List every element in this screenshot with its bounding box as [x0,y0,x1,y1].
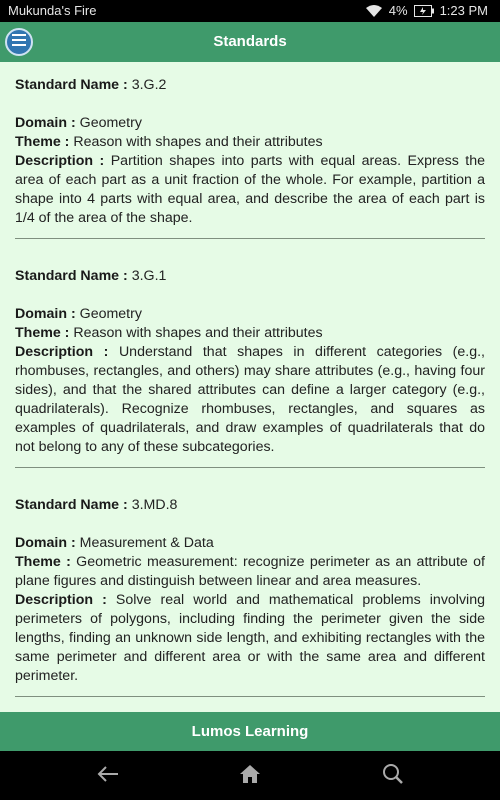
clock: 1:23 PM [439,3,488,18]
standard-card [15,482,485,697]
status-indicators [365,3,488,18]
back-arrow-icon [97,765,119,788]
status-bar [0,0,500,22]
standard-card [15,253,485,468]
home-button[interactable] [238,764,262,788]
standard-name-label: Standard Name : [15,497,128,513]
description-value: Partition shapes into parts with equal areas. Express the area of each part as a unit fraction of the whole. For example, partition a shape into 4 parts with equal area, and describe the area of each part is 1/4 of the area of the shape. [15,153,485,226]
standard-name-value: 3.MD.8 [131,497,178,513]
battery-percent: 4% [388,3,408,18]
page-title: Standards [213,33,287,50]
theme-value: Reason with shapes and their attributes [73,325,323,341]
description-value: Solve real world and mathematical problems involving perimeters of polygons, including finding the perimeter given the side lengths, finding an unknown side length, and exhibiting rectangles with the same perimeter and different area or with the same area and different perimeter. [15,592,485,684]
domain-value: Geometry [79,306,142,322]
domain-value: Geometry [79,115,142,131]
device-name: Mukunda's Fire [8,3,97,18]
footer-bar[interactable] [0,712,500,751]
standard-name-label: Standard Name : [15,77,128,93]
app-bar [0,22,500,62]
footer-label: Lumos Learning [191,723,309,740]
standard-card [15,62,485,239]
domain-value: Measurement & Data [79,535,214,551]
system-nav-bar [0,751,500,800]
back-button[interactable] [96,764,120,788]
wifi-icon [365,4,383,18]
description-label: Description : [15,153,105,169]
theme-label: Theme : [15,325,70,341]
standard-name-value: 3.G.1 [131,268,167,284]
standards-list[interactable] [0,62,500,712]
theme-label: Theme : [15,554,71,570]
search-icon [382,763,404,790]
theme-value: Geometric measurement: recognize perimeter as an attribute of plane figures and distinguish between linear and area measures. [15,554,486,589]
description-value: Understand that shapes in different categories (e.g., rhombuses, rectangles, and others) may share attributes (e.g., having four sides), and that the shared attributes can define a larger category (e.g., quadrilaterals). Recognize rhombuses, rectangles, and squares as examples of quadrilaterals, and draw examples of quadrilaterals that do not belong to any of these subcategories. [15,344,485,455]
domain-label: Domain : [15,115,76,131]
domain-label: Domain : [15,306,76,322]
description-label: Description : [15,592,107,608]
battery-icon [414,5,434,17]
standard-name-label: Standard Name : [15,268,128,284]
theme-value: Reason with shapes and their attributes [73,134,323,150]
domain-label: Domain : [15,535,76,551]
standard-name-value: 3.G.2 [131,77,167,93]
description-label: Description : [15,344,109,360]
theme-label: Theme : [15,134,70,150]
search-button[interactable] [381,764,405,788]
home-icon [239,764,261,789]
